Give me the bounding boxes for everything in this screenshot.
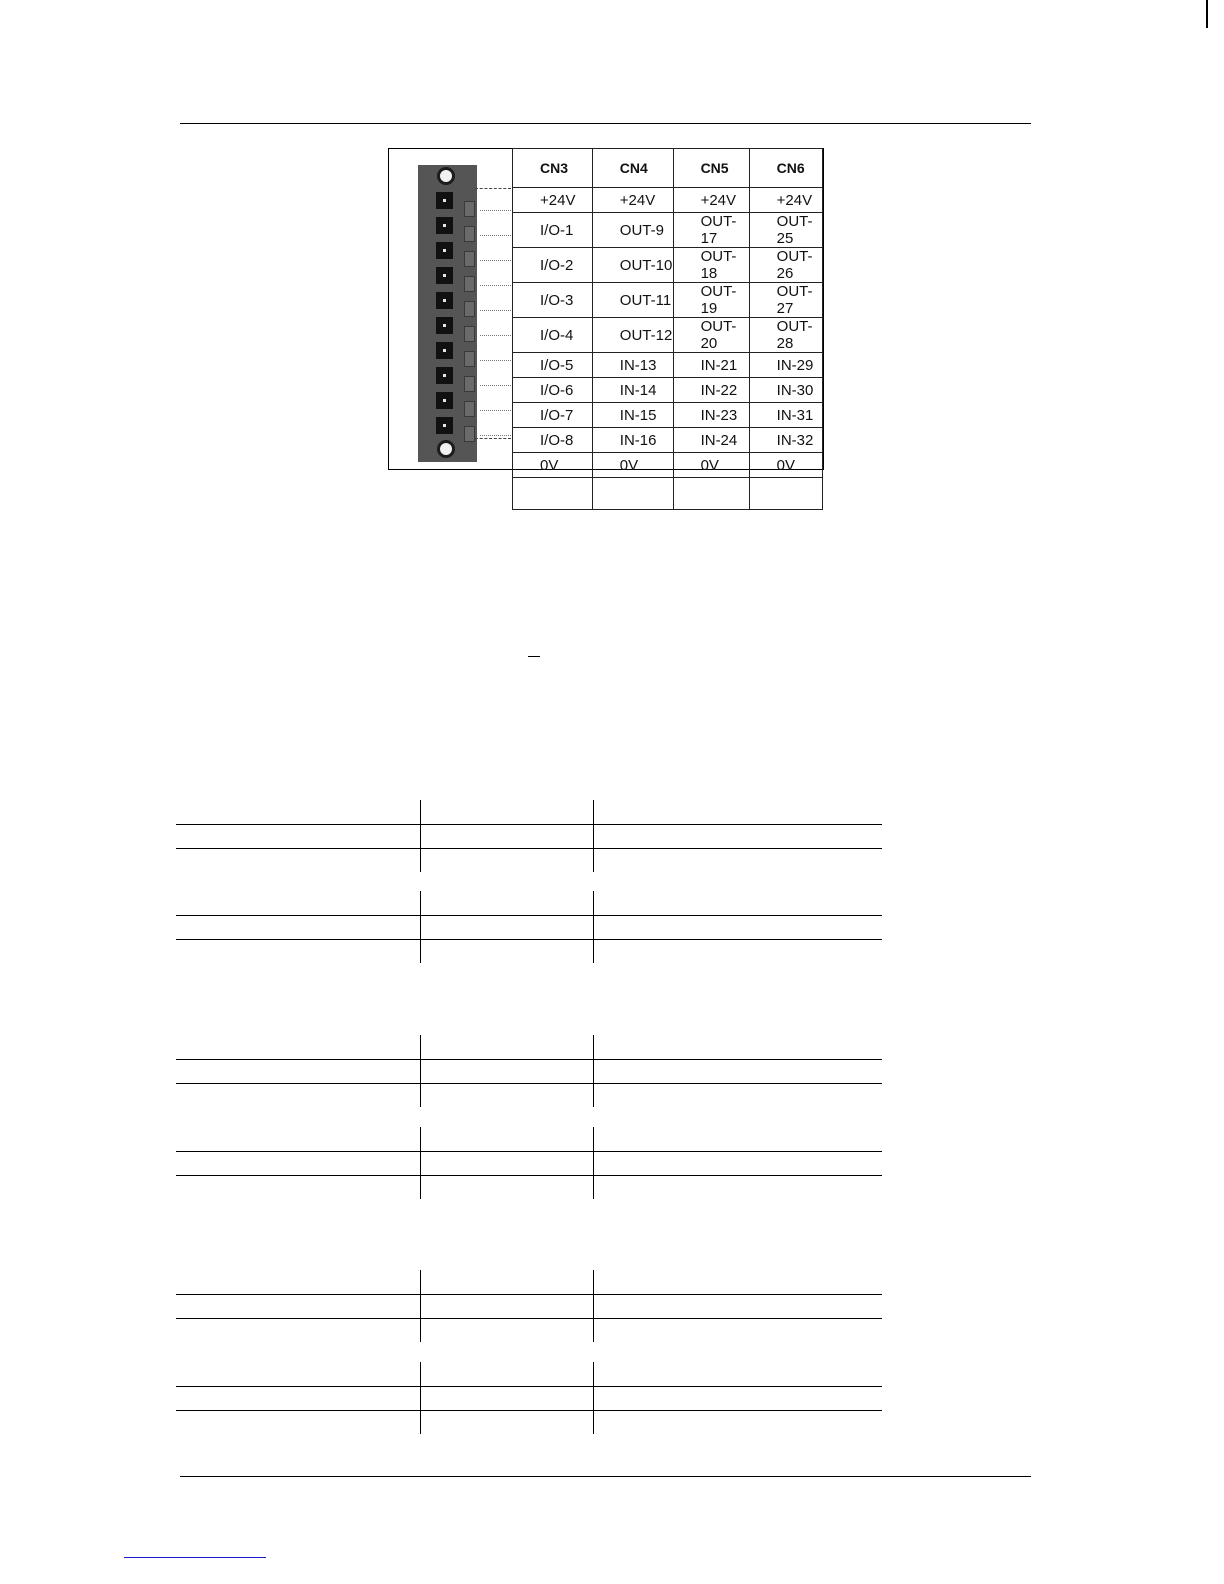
header-rule <box>180 123 1031 124</box>
pinout-cell: I/O-8 <box>513 428 593 453</box>
pin-leader-line <box>480 435 513 436</box>
pinout-row <box>513 248 823 283</box>
pinout-cell: OUT-25 <box>749 213 822 248</box>
pin-latch-tab <box>464 326 475 342</box>
table-column-rule <box>593 1270 594 1342</box>
pin-slot-icon <box>436 317 453 334</box>
terminal-block-connector <box>418 165 477 462</box>
pin-latch-tab <box>464 301 475 317</box>
pin-latch-tab <box>464 376 475 392</box>
pin-slot-icon <box>436 217 453 234</box>
table-row-rule <box>176 1410 882 1411</box>
pinout-header-row <box>513 149 823 188</box>
pin-latch-tab <box>464 201 475 217</box>
pinout-row <box>513 453 823 478</box>
header-cn6: CN6 <box>749 149 822 188</box>
table-column-rule <box>593 1362 594 1434</box>
table-row-rule <box>176 1386 882 1387</box>
header-cn3: CN3 <box>513 149 593 188</box>
table-row-rule <box>176 1294 882 1295</box>
pinout-row <box>513 283 823 318</box>
pin-latch-tab <box>464 401 475 417</box>
empty-table <box>176 1270 882 1342</box>
table-column-rule <box>593 1127 594 1199</box>
table-row-rule <box>176 915 882 916</box>
header-cn4: CN4 <box>592 149 673 188</box>
pin-leader-line <box>480 335 513 336</box>
table-row-rule <box>176 1175 882 1176</box>
pinout-cell: IN-30 <box>749 378 822 403</box>
pin-leader-line <box>480 385 513 386</box>
pin-slot-icon <box>436 192 453 209</box>
pinout-cell: OUT-20 <box>673 318 749 353</box>
pinout-cell: IN-13 <box>592 353 673 378</box>
pinout-row <box>513 353 823 378</box>
empty-table <box>176 891 882 963</box>
pin-leader-line <box>480 410 513 411</box>
pinout-cell: I/O-5 <box>513 353 593 378</box>
pinout-cell: +24V <box>673 188 749 213</box>
top-screw-icon <box>437 167 455 185</box>
table-row-rule <box>176 939 882 940</box>
pin-latch-tab <box>464 251 475 267</box>
page-edge-mark <box>1206 0 1208 28</box>
pin-latch-tab <box>464 226 475 242</box>
pinout-blank-cell <box>592 478 673 510</box>
header-cn5: CN5 <box>673 149 749 188</box>
table-row-rule <box>176 848 882 849</box>
dashed-leader-line <box>475 438 511 439</box>
pin-leader-line <box>480 285 513 286</box>
pin-latch-tab <box>464 276 475 292</box>
table-column-rule <box>593 891 594 963</box>
pinout-cell: IN-32 <box>749 428 822 453</box>
pin-slot-icon <box>436 367 453 384</box>
footer-link-underline[interactable] <box>124 1557 266 1558</box>
pinout-cell: 0V <box>749 453 822 478</box>
pin-leader-line <box>480 235 513 236</box>
table-column-rule <box>420 800 421 872</box>
bottom-screw-icon <box>437 440 455 458</box>
pinout-cell: I/O-3 <box>513 283 593 318</box>
pinout-cell: 0V <box>673 453 749 478</box>
table-column-rule <box>420 1362 421 1434</box>
table-row-rule <box>176 1151 882 1152</box>
pinout-cell: IN-16 <box>592 428 673 453</box>
pinout-cell: IN-23 <box>673 403 749 428</box>
pinout-blank-row <box>513 478 823 510</box>
pinout-cell: OUT-10 <box>592 248 673 283</box>
table-row-rule <box>176 824 882 825</box>
pinout-cell: OUT-17 <box>673 213 749 248</box>
table-column-rule <box>420 891 421 963</box>
table-column-rule <box>593 800 594 872</box>
pinout-row <box>513 213 823 248</box>
pin-leader-line <box>480 310 513 311</box>
empty-table <box>176 1362 882 1434</box>
pinout-cell: OUT-11 <box>592 283 673 318</box>
dashed-leader-line <box>475 188 511 189</box>
pinout-cell: IN-29 <box>749 353 822 378</box>
pinout-table <box>512 148 823 510</box>
pinout-blank-cell <box>749 478 822 510</box>
pinout-cell: OUT-28 <box>749 318 822 353</box>
empty-table <box>176 800 882 872</box>
pinout-blank-cell <box>513 478 593 510</box>
pinout-cell: OUT-12 <box>592 318 673 353</box>
pin-slot-icon <box>436 342 453 359</box>
pinout-cell: I/O-1 <box>513 213 593 248</box>
table-column-rule <box>593 1035 594 1107</box>
pinout-cell: I/O-4 <box>513 318 593 353</box>
pin-slot-icon <box>436 392 453 409</box>
table-column-rule <box>420 1035 421 1107</box>
pin-latch-tab <box>464 351 475 367</box>
empty-table <box>176 1035 882 1107</box>
pin-slot-icon <box>436 417 453 434</box>
pinout-cell: 0V <box>513 453 593 478</box>
pinout-cell: OUT-18 <box>673 248 749 283</box>
pinout-cell: IN-22 <box>673 378 749 403</box>
pinout-cell: +24V <box>592 188 673 213</box>
pin-slot-icon <box>436 292 453 309</box>
pinout-cell: OUT-26 <box>749 248 822 283</box>
pinout-cell: +24V <box>749 188 822 213</box>
pinout-row <box>513 403 823 428</box>
table-row-rule <box>176 1083 882 1084</box>
table-column-rule <box>420 1127 421 1199</box>
table-column-rule <box>420 1270 421 1342</box>
pin-leader-line <box>480 360 513 361</box>
pinout-cell: IN-14 <box>592 378 673 403</box>
pinout-cell: OUT-27 <box>749 283 822 318</box>
pinout-cell: OUT-19 <box>673 283 749 318</box>
pinout-cell: +24V <box>513 188 593 213</box>
pinout-row <box>513 428 823 453</box>
pinout-cell: IN-24 <box>673 428 749 453</box>
pinout-cell: I/O-2 <box>513 248 593 283</box>
pinout-cell: 0V <box>592 453 673 478</box>
pin-leader-line <box>480 210 513 211</box>
pinout-cell: IN-15 <box>592 403 673 428</box>
pin-slot-icon <box>436 267 453 284</box>
pinout-cell: IN-31 <box>749 403 822 428</box>
footer-rule <box>180 1476 1031 1477</box>
connector-pinout-figure <box>388 148 824 474</box>
pin-slot-icon <box>436 242 453 259</box>
pinout-cell: I/O-6 <box>513 378 593 403</box>
table-row-rule <box>176 1059 882 1060</box>
empty-table <box>176 1127 882 1199</box>
pinout-blank-cell <box>673 478 749 510</box>
pinout-cell: IN-21 <box>673 353 749 378</box>
pin-leader-line <box>480 260 513 261</box>
stray-dash-mark <box>528 656 540 657</box>
pinout-row <box>513 318 823 353</box>
pinout-cell: I/O-7 <box>513 403 593 428</box>
pinout-row <box>513 378 823 403</box>
table-row-rule <box>176 1318 882 1319</box>
pin-latch-tab <box>464 426 475 442</box>
pinout-row <box>513 188 823 213</box>
pinout-cell: OUT-9 <box>592 213 673 248</box>
